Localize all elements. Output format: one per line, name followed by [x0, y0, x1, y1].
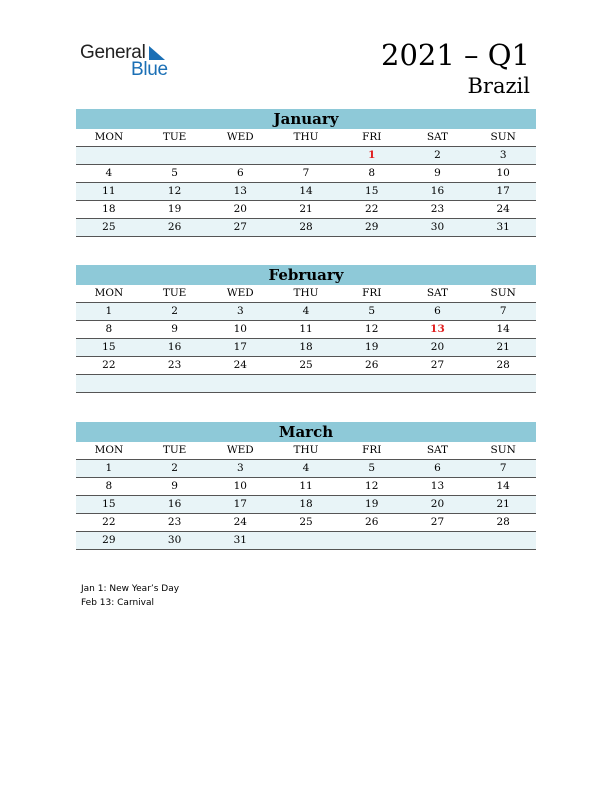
day-cell — [470, 532, 536, 549]
holiday-note: Jan 1: New Year’s Day — [81, 584, 180, 594]
day-cell: 20 — [430, 341, 445, 353]
day-cell: 1 — [368, 149, 376, 161]
holiday-notes — [81, 582, 179, 610]
day-cell: 7 — [499, 462, 507, 474]
page-title: 2021 – Q1 — [381, 38, 530, 72]
day-cell: 9 — [171, 480, 178, 492]
month-name: February — [76, 265, 536, 285]
day-cell: 10 — [233, 323, 247, 335]
day-cell: 22 — [102, 516, 116, 528]
day-cell: 30 — [430, 221, 445, 233]
day-cell: 25 — [299, 359, 313, 371]
day-cell: 21 — [496, 498, 510, 510]
day-cell: 22 — [102, 359, 116, 371]
day-cell: 23 — [167, 359, 182, 371]
week-row — [76, 219, 536, 237]
week-row — [76, 514, 536, 532]
day-cell: 6 — [236, 167, 244, 179]
holiday-note: Feb 13: Carnival — [81, 598, 155, 608]
day-cell: 27 — [430, 516, 445, 528]
day-cell: 10 — [496, 167, 510, 179]
month-january — [76, 109, 536, 237]
day-cell: 20 — [233, 203, 247, 215]
day-cell: 30 — [167, 534, 182, 546]
day-cell: 25 — [102, 221, 116, 233]
day-cell — [142, 147, 208, 164]
weekday-label: TUE — [162, 131, 187, 143]
day-cell: 19 — [167, 203, 182, 215]
day-cell: 27 — [233, 221, 247, 233]
week-row — [76, 183, 536, 201]
country-name: Brazil — [467, 74, 530, 98]
weekday-label: THU — [293, 444, 319, 456]
day-cell: 24 — [496, 203, 510, 215]
day-cell: 25 — [299, 516, 313, 528]
day-cell: 28 — [496, 516, 510, 528]
day-cell: 28 — [299, 221, 313, 233]
day-cell: 5 — [171, 167, 178, 179]
day-cell: 13 — [430, 480, 445, 492]
day-cell: 14 — [496, 323, 510, 335]
day-cell — [405, 375, 471, 392]
day-cell: 11 — [299, 480, 313, 492]
day-cell: 31 — [233, 534, 247, 546]
weekday-header-row — [76, 285, 536, 303]
week-row — [76, 460, 536, 478]
day-cell — [405, 532, 471, 549]
day-cell: 16 — [167, 341, 182, 353]
day-cell: 11 — [299, 323, 313, 335]
day-cell: 23 — [430, 203, 445, 215]
day-cell: 15 — [102, 341, 116, 353]
day-cell: 18 — [102, 203, 116, 215]
day-cell: 13 — [430, 323, 445, 335]
day-cell: 4 — [302, 305, 310, 317]
day-cell — [339, 375, 405, 392]
day-cell: 23 — [167, 516, 182, 528]
day-cell: 17 — [233, 498, 247, 510]
weekday-label: MON — [94, 444, 124, 456]
day-cell: 3 — [499, 149, 507, 161]
weekday-label: MON — [94, 287, 124, 299]
weekday-label: TUE — [162, 287, 187, 299]
weekday-label: FRI — [362, 444, 382, 456]
day-cell: 18 — [299, 498, 313, 510]
day-cell: 14 — [496, 480, 510, 492]
weekday-label: SAT — [426, 287, 449, 299]
month-february — [76, 265, 536, 393]
day-cell: 27 — [430, 359, 445, 371]
weekday-label: SUN — [490, 287, 516, 299]
logo-blue-text: Blue — [131, 59, 168, 80]
week-row — [76, 532, 536, 550]
day-cell: 28 — [496, 359, 510, 371]
day-cell — [273, 532, 339, 549]
day-cell — [470, 375, 536, 392]
day-cell: 19 — [365, 341, 379, 353]
weekday-label: SAT — [426, 444, 449, 456]
logo-general-text: General — [80, 42, 146, 63]
day-cell: 18 — [299, 341, 313, 353]
day-cell: 7 — [302, 167, 310, 179]
day-cell: 15 — [365, 185, 379, 197]
day-cell — [207, 147, 273, 164]
weekday-header-row — [76, 129, 536, 147]
week-row — [76, 147, 536, 165]
week-row — [76, 201, 536, 219]
day-cell: 9 — [434, 167, 441, 179]
month-name: March — [76, 422, 536, 442]
day-cell: 7 — [499, 305, 507, 317]
day-cell: 16 — [167, 498, 182, 510]
weekday-label: WED — [226, 444, 254, 456]
weekday-label: FRI — [362, 131, 382, 143]
week-row — [76, 375, 536, 393]
weekday-label: FRI — [362, 287, 382, 299]
day-cell: 2 — [171, 462, 178, 474]
day-cell: 29 — [365, 221, 379, 233]
week-row — [76, 357, 536, 375]
day-cell: 8 — [105, 323, 113, 335]
weekday-label: SAT — [426, 131, 449, 143]
day-cell — [273, 375, 339, 392]
weekday-header-row — [76, 442, 536, 460]
day-cell: 4 — [302, 462, 310, 474]
day-cell: 8 — [368, 167, 376, 179]
day-cell: 3 — [236, 305, 244, 317]
day-cell: 21 — [496, 341, 510, 353]
day-cell — [273, 147, 339, 164]
day-cell: 15 — [102, 498, 116, 510]
weekday-label: WED — [226, 287, 254, 299]
day-cell: 26 — [365, 516, 379, 528]
weekday-label: THU — [293, 131, 319, 143]
day-cell — [76, 147, 142, 164]
day-cell: 16 — [430, 185, 445, 197]
day-cell: 13 — [233, 185, 247, 197]
month-name: January — [76, 109, 536, 129]
weekday-label: SUN — [490, 444, 516, 456]
day-cell: 22 — [365, 203, 379, 215]
day-cell: 26 — [365, 359, 379, 371]
weekday-label: TUE — [162, 444, 187, 456]
week-row — [76, 478, 536, 496]
day-cell: 20 — [430, 498, 445, 510]
day-cell — [76, 375, 142, 392]
day-cell: 12 — [365, 480, 379, 492]
day-cell: 26 — [167, 221, 182, 233]
day-cell: 6 — [434, 462, 441, 474]
week-row — [76, 303, 536, 321]
week-row — [76, 339, 536, 357]
day-cell — [142, 375, 208, 392]
day-cell: 17 — [496, 185, 510, 197]
week-row — [76, 321, 536, 339]
day-cell: 3 — [236, 462, 244, 474]
week-row — [76, 165, 536, 183]
day-cell: 1 — [105, 305, 113, 317]
day-cell: 24 — [233, 516, 247, 528]
day-cell: 4 — [105, 167, 113, 179]
day-cell — [339, 532, 405, 549]
day-cell: 31 — [496, 221, 510, 233]
day-cell: 2 — [171, 305, 178, 317]
logo-triangle-icon — [149, 46, 165, 60]
day-cell: 10 — [233, 480, 247, 492]
day-cell: 8 — [105, 480, 113, 492]
day-cell: 17 — [233, 341, 247, 353]
week-row — [76, 496, 536, 514]
day-cell: 12 — [167, 185, 182, 197]
day-cell: 21 — [299, 203, 313, 215]
day-cell: 12 — [365, 323, 379, 335]
day-cell: 24 — [233, 359, 247, 371]
day-cell: 9 — [171, 323, 178, 335]
month-march — [76, 422, 536, 550]
day-cell: 2 — [434, 149, 441, 161]
day-cell: 11 — [102, 185, 116, 197]
day-cell — [207, 375, 273, 392]
logo — [80, 42, 180, 82]
weekday-label: MON — [94, 131, 124, 143]
day-cell: 6 — [434, 305, 441, 317]
day-cell: 1 — [105, 462, 113, 474]
weekday-label: WED — [226, 131, 254, 143]
day-cell: 5 — [368, 462, 376, 474]
day-cell: 29 — [102, 534, 116, 546]
weekday-label: SUN — [490, 131, 516, 143]
weekday-label: THU — [293, 287, 319, 299]
day-cell: 19 — [365, 498, 379, 510]
day-cell: 5 — [368, 305, 376, 317]
day-cell: 14 — [299, 185, 313, 197]
